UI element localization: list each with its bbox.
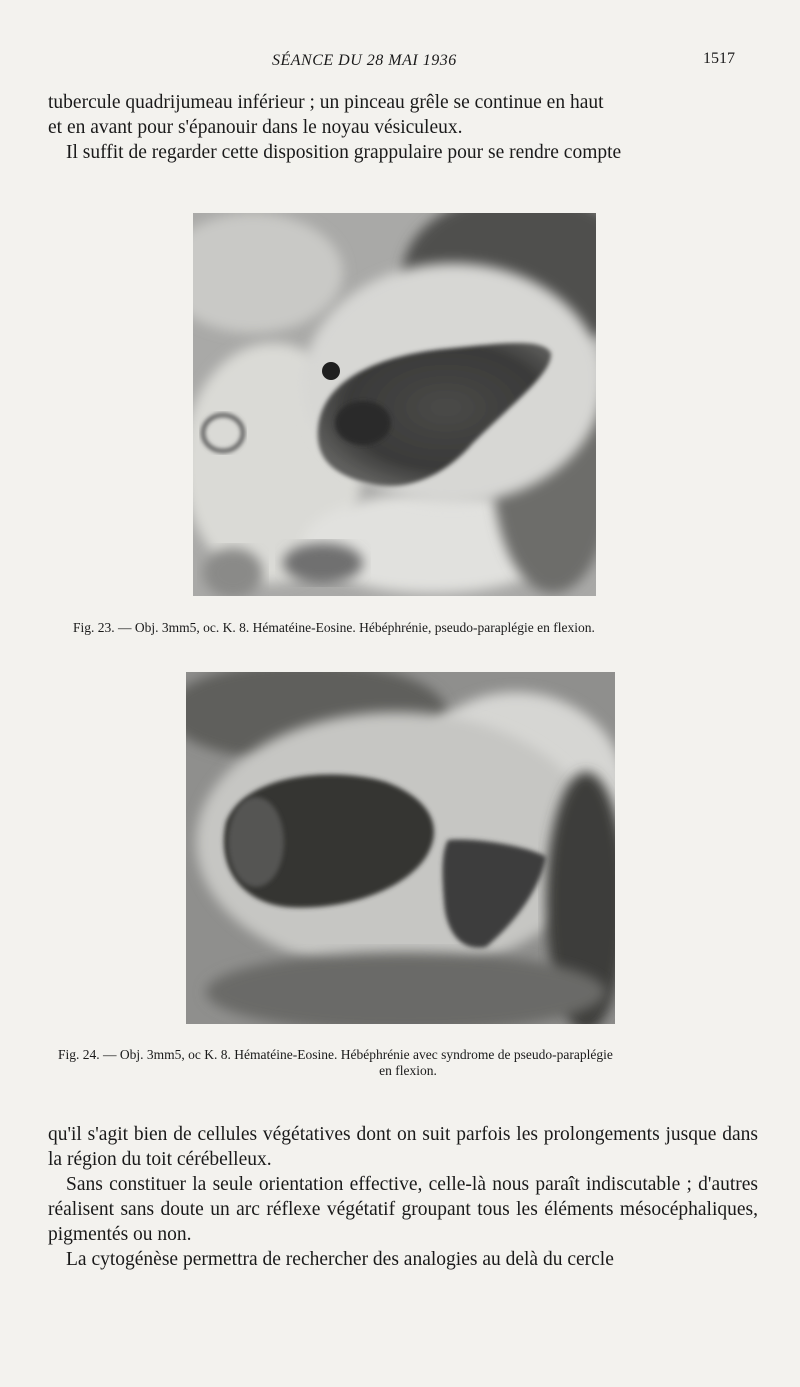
text-line: tubercule quadrijumeau inférieur ; un pinceau grêle se continue en haut [48, 92, 604, 113]
text-line: et en avant pour s'épanouir dans le noyau vésiculeux. [48, 117, 463, 138]
top-text-block [48, 90, 758, 165]
page-number: 1517 [703, 50, 735, 67]
paragraph: qu'il s'agit bien de cellules végétatives dont on suit parfois les prolongements jusque dans la région du toit cérébelleux. [48, 1124, 758, 1170]
figure-24-caption [58, 1047, 758, 1079]
micrograph-24-image [186, 672, 615, 1024]
text-line: Il suffit de regarder cette disposition grappulaire pour se rendre compte [66, 142, 622, 163]
paragraph: La cytogénèse permettra de rechercher des analogies au delà du cercle [66, 1249, 614, 1270]
paragraph: Sans constituer la seule orientation effective, celle-là nous paraît indiscutable ; d'autres réalisent sans doute un arc réflexe végétatif groupant tous les éléments mésocéphaliques, pigmentés ou non. [48, 1174, 758, 1245]
caption-text-line2: en flexion. [379, 1063, 437, 1078]
micrograph-23-image [193, 213, 596, 596]
caption-text: Fig. 24. — Obj. 3mm5, oc K. 8. Hématéine-Eosine. Hébéphrénie avec syndrome de pseudo-paraplégie [58, 1047, 613, 1062]
bottom-text-block [48, 1122, 758, 1272]
figure-24-micrograph [186, 672, 615, 1024]
figure-23-micrograph [193, 213, 596, 596]
header-title: SÉANCE DU 28 MAI 1936 [272, 52, 457, 69]
caption-text: Fig. 23. — Obj. 3mm5, oc. K. 8. Hématéine-Eosine. Hébéphrénie, pseudo-paraplégie en flexion. [73, 620, 595, 635]
figure-23-caption [73, 620, 763, 636]
running-header [0, 48, 800, 74]
